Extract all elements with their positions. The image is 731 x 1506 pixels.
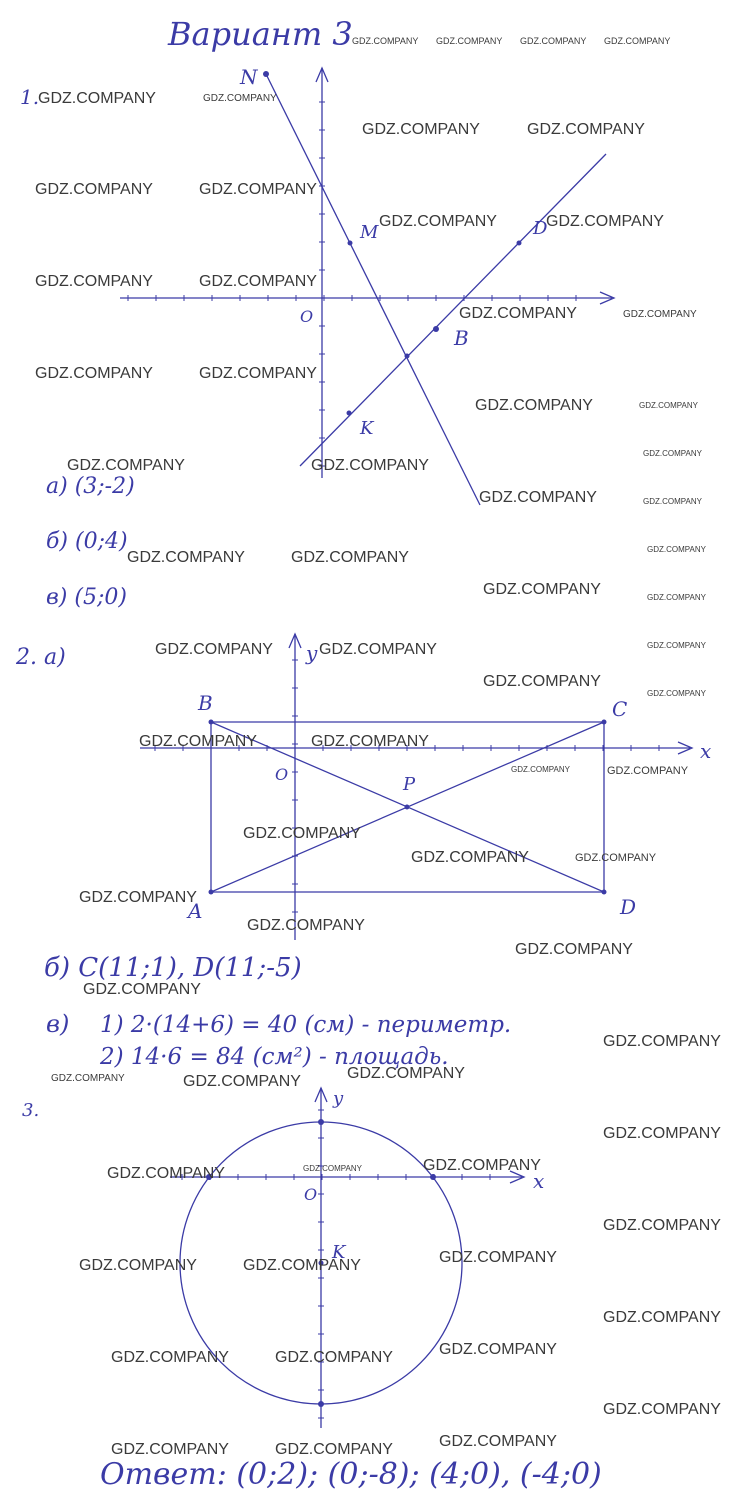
label-b: B <box>454 326 469 350</box>
watermark: GDZ.COMPANY <box>35 365 153 382</box>
watermark: GDZ.COMPANY <box>639 401 698 410</box>
watermark: GDZ.COMPANY <box>511 765 570 774</box>
watermark: GDZ.COMPANY <box>247 917 365 934</box>
task1-answer-a: а) (3;-2) <box>46 474 135 499</box>
label-d: D <box>533 218 548 239</box>
task2-answer-v-label: в) <box>46 1010 70 1038</box>
watermark: GDZ.COMPANY <box>111 1349 229 1366</box>
point-p <box>405 805 410 810</box>
watermark: GDZ.COMPANY <box>35 181 153 198</box>
vertex-c <box>602 720 607 725</box>
watermark: GDZ.COMPANY <box>439 1433 557 1450</box>
watermark: GDZ.COMPANY <box>603 1217 721 1234</box>
label-vertex-c: C <box>612 697 628 721</box>
watermark: GDZ.COMPANY <box>275 1349 393 1366</box>
watermark: GDZ.COMPANY <box>303 1164 362 1173</box>
watermark: GDZ.COMPANY <box>423 1157 541 1174</box>
label-vertex-b: B <box>198 691 213 715</box>
task1-number: 1. <box>20 85 40 109</box>
task2-answer-b: б) C(11;1), D(11;-5) <box>44 953 302 983</box>
watermark: GDZ.COMPANY <box>575 852 657 864</box>
label-k: K <box>360 418 374 439</box>
task2-coordinate-plane <box>140 634 711 940</box>
point-k <box>347 411 352 416</box>
watermark: GDZ.COMPANY <box>604 36 671 46</box>
task2-answer-v1: 1) 2·(14+6) = 40 (см) - периметр. <box>100 1012 512 1038</box>
watermark: GDZ.COMPANY <box>643 497 702 506</box>
watermark: GDZ.COMPANY <box>139 733 257 750</box>
task1-answer-b: б) (0;4) <box>46 529 128 554</box>
watermark: GDZ.COMPANY <box>362 121 480 138</box>
watermark: GDZ.COMPANY <box>603 1309 721 1326</box>
point-bottom <box>318 1401 324 1407</box>
watermark: GDZ.COMPANY <box>199 365 317 382</box>
watermark: GDZ.COMPANY <box>111 1441 229 1458</box>
watermark: GDZ.COMPANY <box>479 489 597 506</box>
watermark: GDZ.COMPANY <box>155 641 273 658</box>
watermark: GDZ.COMPANY <box>319 641 437 658</box>
watermark: GDZ.COMPANY <box>203 93 277 104</box>
watermark: GDZ.COMPANY <box>623 309 697 320</box>
watermark: GDZ.COMPANY <box>379 213 497 230</box>
watermark: GDZ.COMPANY <box>603 1401 721 1418</box>
watermark: GDZ.COMPANY <box>439 1341 557 1358</box>
label-center-k: K <box>332 1242 346 1263</box>
watermark: GDZ.COMPANY <box>520 36 587 46</box>
watermark: GDZ.COMPANY <box>275 1441 393 1458</box>
label-origin-3: O <box>304 1185 318 1204</box>
watermark: GDZ.COMPANY <box>311 457 429 474</box>
vertex-d <box>602 890 607 895</box>
point-n <box>263 71 269 77</box>
page-title: Вариант 3 <box>168 15 353 53</box>
label-y-axis-3: y <box>333 1088 344 1109</box>
watermark: GDZ.COMPANY <box>607 765 689 777</box>
task1-answer-v: в) (5;0) <box>46 585 127 610</box>
watermark: GDZ.COMPANY <box>439 1249 557 1266</box>
watermark: GDZ.COMPANY <box>436 36 503 46</box>
task2-answer-v2: 2) 14·6 = 84 (см²) - площадь. <box>100 1044 449 1070</box>
watermark: GDZ.COMPANY <box>51 1073 125 1084</box>
watermark: GDZ.COMPANY <box>35 273 153 290</box>
point-top <box>318 1119 324 1125</box>
watermark: GDZ.COMPANY <box>291 549 409 566</box>
vertex-a <box>209 890 214 895</box>
watermark: GDZ.COMPANY <box>483 581 601 598</box>
label-vertex-d: D <box>620 895 637 919</box>
task2-number: 2. а) <box>16 645 66 670</box>
watermark: GDZ.COMPANY <box>243 825 361 842</box>
watermark: GDZ.COMPANY <box>79 889 197 906</box>
label-origin-2: O <box>275 765 289 784</box>
watermark: GDZ.COMPANY <box>603 1125 721 1142</box>
watermark: GDZ.COMPANY <box>243 1257 361 1274</box>
label-vertex-a: A <box>188 899 203 923</box>
task3-answer: Ответ: (0;2); (0;-8); (4;0), (-4;0) <box>100 1457 602 1492</box>
watermark: GDZ.COMPANY <box>199 181 317 198</box>
watermark: GDZ.COMPANY <box>79 1257 197 1274</box>
watermark: GDZ.COMPANY <box>347 1065 465 1082</box>
watermark: GDZ.COMPANY <box>647 545 706 554</box>
label-n: N <box>240 65 258 89</box>
watermark: GDZ.COMPANY <box>515 941 633 958</box>
watermark: GDZ.COMPANY <box>527 121 645 138</box>
watermark: GDZ.COMPANY <box>647 641 706 650</box>
point-intersection <box>405 354 410 359</box>
watermark: GDZ.COMPANY <box>647 689 706 698</box>
watermark: GDZ.COMPANY <box>411 849 529 866</box>
watermark: GDZ.COMPANY <box>546 213 664 230</box>
point-d <box>517 241 522 246</box>
watermark: GDZ.COMPANY <box>603 1033 721 1050</box>
watermarks <box>35 36 721 1458</box>
point-m <box>348 241 353 246</box>
label-origin: O <box>300 307 314 326</box>
watermark: GDZ.COMPANY <box>183 1073 301 1090</box>
task3-number: 3. <box>22 1100 40 1121</box>
label-x-axis-3: x <box>533 1169 545 1193</box>
watermark: GDZ.COMPANY <box>127 549 245 566</box>
label-point-p: P <box>403 774 416 795</box>
point-right <box>430 1174 436 1180</box>
watermark: GDZ.COMPANY <box>647 593 706 602</box>
watermark: GDZ.COMPANY <box>83 981 201 998</box>
watermark: GDZ.COMPANY <box>38 90 156 107</box>
label-x-axis-2: x <box>700 739 712 763</box>
point-b <box>433 326 439 332</box>
watermark: GDZ.COMPANY <box>459 305 577 322</box>
watermark: GDZ.COMPANY <box>311 733 429 750</box>
label-m: M <box>360 222 379 243</box>
watermark: GDZ.COMPANY <box>352 36 419 46</box>
watermark: GDZ.COMPANY <box>483 673 601 690</box>
watermark: GDZ.COMPANY <box>475 397 593 414</box>
vertex-b <box>209 720 214 725</box>
watermark: GDZ.COMPANY <box>67 457 185 474</box>
watermark: GDZ.COMPANY <box>107 1165 225 1182</box>
label-y-axis-2: y <box>306 641 318 665</box>
watermark: GDZ.COMPANY <box>643 449 702 458</box>
watermark: GDZ.COMPANY <box>199 273 317 290</box>
